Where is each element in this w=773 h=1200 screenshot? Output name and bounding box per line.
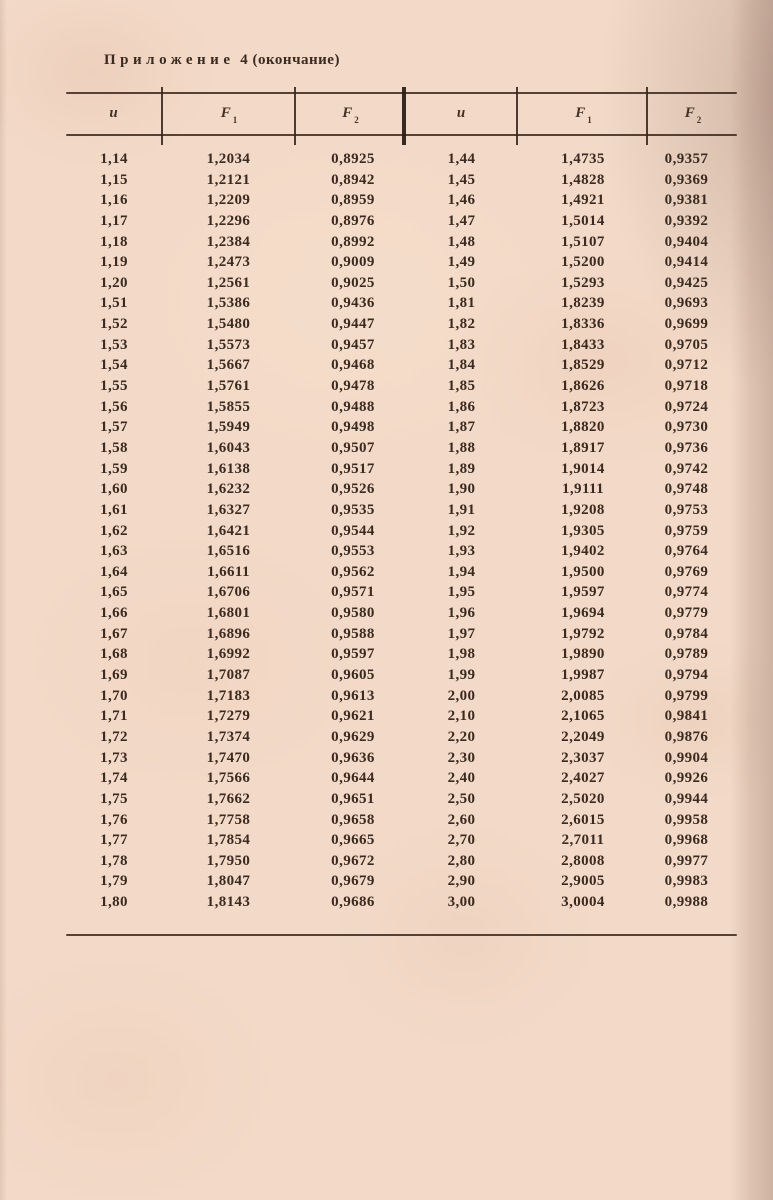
table-cell: 0,9605 (331, 667, 375, 684)
table-cell: 2,2049 (561, 728, 605, 745)
table-cell: 1,8626 (561, 378, 605, 395)
table-cell: 1,8143 (206, 894, 251, 911)
table-cell: 0,8976 (331, 212, 375, 229)
table-cell: 0,9988 (664, 894, 709, 911)
table-cell: 1,6043 (206, 439, 251, 456)
table-cell: 2,10 (447, 708, 476, 725)
column-header-f1-4: $F_1$ (575, 104, 592, 125)
table-cell: 1,8433 (561, 336, 605, 353)
table-cell: 1,8336 (561, 316, 605, 333)
table-cell: 0,9425 (664, 274, 709, 291)
table-cell: 2,8008 (561, 852, 605, 869)
table-cell: 0,9621 (331, 708, 375, 725)
table-cell: 1,5107 (561, 233, 605, 250)
table-cell: 2,70 (447, 832, 476, 849)
table-cell: 1,5293 (561, 274, 605, 291)
table-cell: 2,40 (447, 770, 476, 787)
table-cell: 0,9904 (664, 749, 709, 766)
table-cell: 1,2034 (206, 151, 251, 167)
table-cell: 1,5855 (206, 398, 251, 415)
table-cell: 0,9679 (331, 873, 375, 890)
table-cell: 0,9498 (331, 419, 375, 436)
table-cell: 1,19 (100, 254, 128, 271)
table-cell: 1,9597 (561, 584, 605, 601)
table-cell: 1,63 (100, 543, 128, 560)
table-cell: 0,8959 (331, 192, 375, 209)
table-cell: 1,49 (447, 254, 476, 271)
table-cell: 2,30 (447, 749, 476, 766)
table-cell: 0,9769 (664, 563, 709, 580)
table-cell: 0,9468 (331, 357, 375, 374)
table-cell: 1,90 (447, 481, 476, 498)
table-cell: 1,7279 (206, 708, 251, 725)
table-cell: 0,9478 (331, 378, 375, 395)
table-cell: 1,93 (447, 543, 476, 560)
table-cell: 1,2561 (206, 274, 251, 291)
table-cell: 0,9672 (331, 852, 375, 869)
table-cell: 1,9014 (561, 460, 605, 477)
table-cell: 2,00 (447, 687, 476, 704)
table-cell: 1,64 (100, 563, 128, 580)
table-cell: 0,9580 (331, 605, 375, 622)
table-cell: 1,6706 (206, 584, 251, 601)
table-cell: 1,68 (100, 646, 128, 663)
table-cell: 0,9764 (664, 543, 709, 560)
table-cell: 1,46 (447, 192, 476, 209)
table-cell: 1,52 (100, 316, 128, 333)
table-cell: 0,9651 (331, 790, 375, 807)
table-cell: 0,8925 (331, 151, 375, 167)
table-cell: 1,6232 (206, 481, 251, 498)
table-cell: 1,59 (100, 460, 128, 477)
table-cell: 0,9699 (664, 316, 709, 333)
table-cell: 0,9629 (331, 728, 375, 745)
table-cell: 1,5200 (561, 254, 605, 271)
table-cell: 2,7011 (561, 832, 605, 849)
table-cell: 1,98 (447, 646, 476, 663)
table-cell: 0,9759 (664, 522, 709, 539)
table-cell: 1,51 (100, 295, 128, 312)
table-cell: 0,9693 (664, 295, 709, 312)
table-cell: 1,9111 (562, 481, 604, 498)
table-header-row (66, 93, 737, 134)
table-cell: 1,6138 (206, 460, 251, 477)
table-cell: 1,57 (100, 419, 128, 436)
table-cell: 1,14 (100, 151, 128, 167)
table-cell: 0,9636 (331, 749, 375, 766)
table-cell: 0,9535 (331, 501, 375, 518)
table-cell: 0,9404 (664, 233, 709, 250)
table-cell: 1,55 (100, 378, 128, 395)
table-cell: 0,9658 (331, 811, 375, 828)
table-cell: 0,9774 (664, 584, 709, 601)
table-cell: 1,9987 (561, 667, 605, 684)
table-cell: 0,9457 (331, 336, 375, 353)
table-cell: 1,91 (447, 501, 476, 518)
table-cell: 1,87 (447, 419, 476, 436)
table-cell: 3,0004 (561, 894, 605, 911)
table-cell: 1,5014 (561, 212, 605, 229)
table-cell: 1,4828 (561, 171, 605, 188)
table-cell: 3,00 (447, 894, 476, 911)
table-cell: 1,5761 (206, 378, 251, 395)
table-cell: 0,9983 (664, 873, 709, 890)
table-cell: 1,2121 (206, 171, 251, 188)
table-cell: 0,9742 (664, 460, 709, 477)
table-cell: 1,75 (100, 790, 128, 807)
table-cell: 1,71 (100, 708, 128, 725)
table-cell: 1,8820 (561, 419, 605, 436)
table-cell: 1,8047 (206, 873, 251, 890)
table-cell: 1,53 (100, 336, 128, 353)
table-cell: 1,7854 (206, 832, 251, 849)
table-cell: 1,9208 (561, 501, 605, 518)
table-cell: 1,2296 (206, 212, 251, 229)
column-header-u-0: u (109, 105, 119, 121)
table-cell: 2,50 (447, 790, 476, 807)
table-cell: 1,4921 (561, 192, 605, 209)
table-cell: 1,62 (100, 522, 128, 539)
table-cell: 0,9977 (664, 852, 709, 869)
table-cell: 1,58 (100, 439, 128, 456)
table-cell: 0,9357 (664, 151, 709, 167)
table-cell: 1,54 (100, 357, 128, 374)
table-cell: 1,88 (447, 439, 476, 456)
table-cell: 1,6992 (206, 646, 251, 663)
table-cell: 0,9841 (664, 708, 709, 725)
table-cell: 2,4027 (561, 770, 605, 787)
table-cell: 1,7374 (206, 728, 251, 745)
table-cell: 1,6801 (206, 605, 251, 622)
table-cell: 0,9369 (664, 171, 709, 188)
table-cell: 1,8917 (561, 439, 605, 456)
table-cell: 1,96 (447, 605, 476, 622)
table-cell: 0,9705 (664, 336, 709, 353)
table-cell: 1,7662 (206, 790, 251, 807)
table-cell: 1,6896 (206, 625, 251, 642)
table-cell: 0,9436 (331, 295, 375, 312)
table-cell: 0,9517 (331, 460, 375, 477)
page-title (104, 52, 340, 69)
table-cell: 1,66 (100, 605, 128, 622)
table-cell: 1,78 (100, 852, 128, 869)
table-cell: 0,9009 (331, 254, 375, 271)
table-cell: 1,6516 (206, 543, 251, 560)
table-cell: 0,9753 (664, 501, 709, 518)
table-cell: 2,1065 (561, 708, 605, 725)
table-cell: 1,8529 (561, 357, 605, 374)
table-cell: 0,9944 (664, 790, 709, 807)
table-cell: 1,8239 (561, 295, 605, 312)
table-cell: 2,6015 (561, 811, 605, 828)
table-cell: 1,5386 (206, 295, 251, 312)
table-cell: 1,76 (100, 811, 128, 828)
table-cell: 0,9779 (664, 605, 709, 622)
table-cell: 1,60 (100, 481, 128, 498)
table-cell: 0,9571 (331, 584, 375, 601)
table-cell: 0,9968 (664, 832, 709, 849)
table-cell: 1,65 (100, 584, 128, 601)
table-cell: 0,9686 (331, 894, 375, 911)
table-cell: 0,9724 (664, 398, 709, 415)
table-cell: 1,85 (447, 378, 476, 395)
table-cell: 0,9644 (331, 770, 375, 787)
table-cell: 2,0085 (561, 687, 605, 704)
table-cell: 1,9694 (561, 605, 605, 622)
page-title-word: Приложение (104, 52, 235, 68)
table-cell: 1,82 (447, 316, 476, 333)
table-cell: 1,80 (100, 894, 128, 911)
table-cell: 0,9794 (664, 667, 709, 684)
table-cell: 0,9665 (331, 832, 375, 849)
column-header-f2-2: $F_2$ (342, 104, 359, 125)
table-cell: 0,9588 (331, 625, 375, 642)
table-cell: 1,94 (447, 563, 476, 580)
table-cell: 0,9876 (664, 728, 709, 745)
table-cell: 1,5480 (206, 316, 251, 333)
table-cell: 1,50 (447, 274, 476, 291)
column-header-f2-5: $F_2$ (684, 104, 702, 125)
table-cell: 1,16 (100, 192, 128, 209)
page-title-rest: 4 (окончание) (240, 52, 340, 68)
table-cell: 0,9544 (331, 522, 375, 539)
table-cell: 1,92 (447, 522, 476, 539)
table-cell: 0,9799 (664, 687, 709, 704)
table-cell: 1,47 (447, 212, 476, 229)
table-cell: 1,2473 (206, 254, 251, 271)
table-cell: 1,99 (447, 667, 476, 684)
table-bottom-rule (66, 934, 737, 936)
table-cell: 1,86 (447, 398, 476, 415)
table-cell: 2,60 (447, 811, 476, 828)
table-cell: 1,73 (100, 749, 128, 766)
table-cell: 0,9597 (331, 646, 375, 663)
table-cell: 0,8942 (331, 171, 375, 188)
table-cell: 0,9613 (331, 687, 375, 704)
table-cell: 0,9730 (664, 419, 709, 436)
table-cell: 0,9553 (331, 543, 375, 560)
table-cell: 1,45 (447, 171, 476, 188)
table-cell: 0,9025 (331, 274, 375, 291)
table-cell: 1,9402 (561, 543, 605, 560)
table-cell: 2,20 (447, 728, 476, 745)
table-cell: 0,9712 (664, 357, 709, 374)
table-cell: 1,9305 (561, 522, 605, 539)
table-cell: 1,70 (100, 687, 128, 704)
table-cell: 0,9526 (331, 481, 375, 498)
table-cell: 1,7183 (206, 687, 251, 704)
table-cell: 1,89 (447, 460, 476, 477)
table-cell: 1,95 (447, 584, 476, 601)
table-cell: 1,81 (447, 295, 476, 312)
column-header-u-3: u (456, 105, 467, 121)
table-cell: 1,6611 (207, 563, 250, 580)
table-cell: 1,69 (100, 667, 128, 684)
table-cell: 1,6421 (206, 522, 251, 539)
table-cell: 1,72 (100, 728, 128, 745)
table-cell: 1,15 (100, 171, 128, 188)
table-cell: 1,18 (100, 233, 128, 250)
table-cell: 2,9005 (561, 873, 605, 890)
table-cell: 0,9447 (331, 316, 375, 333)
table-cell: 0,9414 (664, 254, 709, 271)
table-cell: 1,20 (100, 274, 128, 291)
table-cell: 1,79 (100, 873, 128, 890)
table-cell: 1,9500 (561, 563, 605, 580)
table-cell: 1,61 (100, 501, 128, 518)
table-cell: 1,77 (100, 832, 128, 849)
table-cell: 1,56 (100, 398, 128, 415)
table-cell: 2,3037 (561, 749, 605, 766)
table-cell: 0,9784 (664, 625, 709, 642)
table-cell: 1,67 (100, 625, 128, 642)
table-cell: 2,80 (447, 852, 476, 869)
table-body (66, 149, 737, 913)
table-cell: 0,9381 (664, 192, 709, 209)
table-cell: 0,9736 (664, 439, 709, 456)
table-cell: 1,4735 (561, 151, 605, 167)
table-cell: 1,9890 (561, 646, 605, 663)
table-cell: 1,5949 (206, 419, 251, 436)
table-cell: 1,17 (100, 212, 128, 229)
table-cell: 1,44 (447, 151, 476, 167)
table-cell: 1,6327 (206, 501, 251, 518)
table-cell: 1,2209 (206, 192, 251, 209)
table-cell: 1,5573 (206, 336, 251, 353)
table-cell: 2,5020 (561, 790, 605, 807)
table-cell: 1,7087 (206, 667, 251, 684)
table-cell: 1,8723 (561, 398, 605, 415)
table-cell: 0,9926 (664, 770, 709, 787)
table-cell: 0,9958 (664, 811, 709, 828)
table-cell: 1,83 (447, 336, 476, 353)
table-cell: 0,9392 (664, 212, 709, 229)
table-cell: 1,7470 (206, 749, 251, 766)
table-cell: 1,7566 (206, 770, 251, 787)
column-header-f1-1: $F_1$ (220, 104, 238, 125)
table-cell: 0,9562 (331, 563, 375, 580)
table-cell: 1,2384 (206, 233, 251, 250)
table-cell: 1,48 (447, 233, 476, 250)
table-cell: 0,9748 (664, 481, 709, 498)
table-cell: 2,90 (447, 873, 476, 890)
table-cell: 1,9792 (561, 625, 605, 642)
table-cell: 1,84 (447, 357, 476, 374)
table-cell: 0,8992 (331, 233, 375, 250)
table-cell: 1,7950 (206, 852, 251, 869)
table-cell: 1,7758 (206, 811, 251, 828)
table-cell: 0,9789 (664, 646, 709, 663)
table-cell: 1,5667 (206, 357, 251, 374)
table-cell: 0,9507 (331, 439, 375, 456)
table-cell: 0,9488 (331, 398, 375, 415)
table-cell: 1,97 (447, 625, 476, 642)
table-cell: 0,9718 (664, 378, 709, 395)
table-cell: 1,74 (100, 770, 128, 787)
